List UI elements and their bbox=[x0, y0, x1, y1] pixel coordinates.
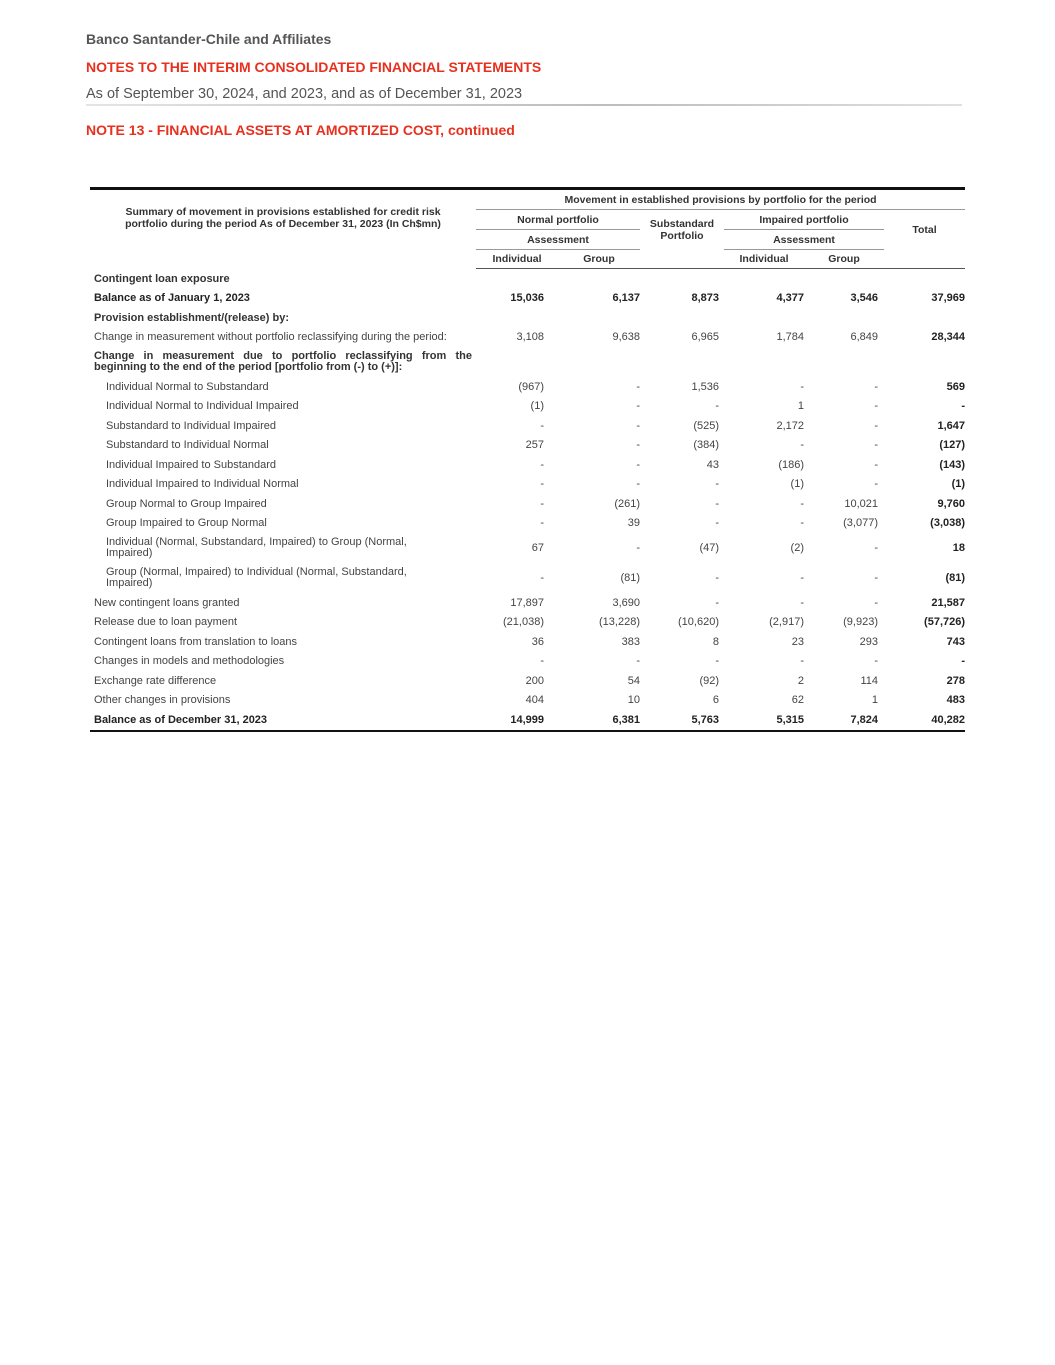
table-row bbox=[90, 397, 965, 417]
table-row bbox=[90, 308, 965, 328]
cell-value: 1,647 bbox=[937, 419, 966, 432]
cell-value: 114 bbox=[860, 674, 878, 687]
cell-value: - bbox=[800, 517, 804, 530]
cell-value: (3,077) bbox=[843, 517, 878, 530]
cell-value: 1 bbox=[797, 400, 804, 413]
row-label: Substandard to Individual Normal bbox=[106, 439, 269, 452]
cell-value: - bbox=[715, 655, 719, 668]
cell-value: (10,620) bbox=[678, 616, 719, 629]
cell-value: - bbox=[636, 458, 640, 471]
cell-value: (127) bbox=[939, 439, 966, 452]
row-label: Provision establishment/(release) by: bbox=[94, 311, 290, 324]
cell-value: 278 bbox=[946, 674, 966, 687]
row-label: Other changes in provisions bbox=[94, 694, 231, 707]
table-row bbox=[90, 593, 965, 613]
cell-value: - bbox=[715, 596, 719, 609]
table-row bbox=[90, 289, 965, 309]
row-label-text: Change in measurement due to portfolio reclassifying from the beginning to the end of the period [portfolio from (-) to (+)]: bbox=[94, 350, 472, 373]
cell-value: 3,108 bbox=[516, 331, 544, 344]
row-label: Change in measurement without portfolio reclassifying during the period: bbox=[94, 331, 447, 344]
normal-portfolio-header: Normal portfolio bbox=[476, 210, 640, 230]
cell-value: 5,315 bbox=[724, 710, 804, 731]
cell-value: - bbox=[961, 655, 966, 668]
cell-value: (47) bbox=[699, 542, 719, 554]
table-row bbox=[90, 671, 965, 691]
cell-value: 569 bbox=[946, 380, 966, 393]
cell-value: 5,763 bbox=[640, 710, 724, 731]
total-blank-header bbox=[884, 250, 965, 269]
table-row bbox=[90, 514, 965, 534]
substandard-blank-header bbox=[640, 250, 724, 269]
cell-value: (2) bbox=[790, 542, 804, 554]
cell-value: (13,228) bbox=[599, 616, 640, 629]
cell-value: - bbox=[874, 439, 878, 452]
cell-value: 1,784 bbox=[776, 331, 804, 344]
row-label: Exchange rate difference bbox=[94, 674, 217, 687]
table-row bbox=[90, 328, 965, 348]
cell-value bbox=[476, 269, 558, 289]
cell-value: 43 bbox=[706, 458, 719, 471]
cell-value: (1) bbox=[951, 478, 966, 491]
cell-value: 1,536 bbox=[691, 380, 719, 393]
cell-value bbox=[476, 347, 558, 377]
cell-value: 17,897 bbox=[510, 596, 544, 609]
cell-value: 3,690 bbox=[612, 596, 640, 609]
row-label: Contingent loans from translation to loans bbox=[94, 635, 298, 648]
normal-assessment-header: Assessment bbox=[476, 230, 640, 250]
impaired-individual-header: Individual bbox=[724, 250, 804, 269]
cell-value bbox=[884, 308, 965, 328]
cell-value: - bbox=[715, 497, 719, 510]
row-label: Individual Impaired to Substandard bbox=[106, 458, 276, 471]
normal-individual-header: Individual bbox=[476, 250, 558, 269]
description-header: Summary of movement in provisions established for credit risk portfolio during the period As of December 31, 2023 (In Ch$mn) bbox=[125, 206, 441, 230]
cell-value: - bbox=[540, 572, 544, 584]
total-header: Total bbox=[912, 223, 937, 236]
cell-value: 1 bbox=[871, 694, 878, 707]
row-label-text: Group (Normal, Impaired) to Individual (Normal, Substandard, Impaired) bbox=[106, 566, 407, 589]
movement-header: Movement in established provisions by portfolio for the period bbox=[476, 189, 965, 210]
cell-value: 54 bbox=[627, 674, 640, 687]
cell-value: 23 bbox=[791, 635, 804, 648]
cell-value: 404 bbox=[525, 694, 544, 707]
table-row bbox=[90, 377, 965, 397]
cell-value: - bbox=[800, 655, 804, 668]
impaired-group-header: Group bbox=[804, 250, 884, 269]
cell-value bbox=[558, 308, 640, 328]
table-row bbox=[90, 710, 965, 731]
cell-value: - bbox=[800, 380, 804, 393]
table-row bbox=[90, 632, 965, 652]
cell-value: - bbox=[961, 400, 966, 413]
company-name: Banco Santander-Chile and Affiliates bbox=[86, 31, 332, 47]
row-label: Group Normal to Group Impaired bbox=[106, 497, 267, 510]
cell-value bbox=[724, 308, 804, 328]
cell-value: (57,726) bbox=[924, 616, 966, 629]
row-label: Balance as of January 1, 2023 bbox=[94, 292, 250, 305]
table-row bbox=[90, 416, 965, 436]
cell-value: (21,038) bbox=[503, 616, 544, 629]
cell-value: (1) bbox=[790, 478, 804, 491]
cell-value: 2 bbox=[797, 674, 804, 687]
cell-value: 36 bbox=[531, 635, 544, 648]
table-row bbox=[90, 691, 965, 711]
cell-value: 383 bbox=[621, 635, 640, 648]
cell-value: (3,038) bbox=[930, 517, 966, 530]
cell-value: 8,873 bbox=[691, 292, 719, 305]
cell-value: 40,282 bbox=[884, 710, 965, 731]
cell-value: 6 bbox=[712, 694, 719, 707]
cell-value: 6,137 bbox=[612, 292, 640, 305]
cell-value: - bbox=[540, 497, 544, 510]
cell-value: - bbox=[800, 439, 804, 452]
cell-value: - bbox=[636, 439, 640, 452]
cell-value: - bbox=[715, 400, 719, 413]
cell-value: - bbox=[874, 400, 878, 413]
cell-value: - bbox=[715, 572, 719, 584]
cell-value bbox=[558, 269, 640, 289]
cell-value: (261) bbox=[614, 497, 640, 510]
cell-value: - bbox=[540, 419, 544, 432]
cell-value: 257 bbox=[525, 439, 544, 452]
cell-value: - bbox=[636, 542, 640, 554]
cell-value: - bbox=[636, 478, 640, 491]
table-row bbox=[90, 613, 965, 633]
cell-value bbox=[884, 269, 965, 289]
cell-value: 3,546 bbox=[850, 292, 878, 305]
cell-value: - bbox=[715, 478, 719, 491]
row-label bbox=[90, 347, 476, 377]
cell-value: (9,923) bbox=[843, 616, 878, 629]
cell-value bbox=[640, 308, 724, 328]
cell-value: - bbox=[800, 497, 804, 510]
as-of-date: As of September 30, 2024, and 2023, and as of December 31, 2023 bbox=[86, 86, 523, 102]
cell-value: (81) bbox=[620, 572, 640, 584]
cell-value: - bbox=[636, 419, 640, 432]
cell-value bbox=[724, 269, 804, 289]
cell-value: 743 bbox=[946, 635, 966, 648]
cell-value: - bbox=[540, 478, 544, 491]
cell-value bbox=[884, 347, 965, 377]
cell-value: (92) bbox=[699, 674, 719, 687]
cell-value: 293 bbox=[859, 635, 878, 648]
cell-value: - bbox=[874, 572, 878, 584]
cell-value: 6,381 bbox=[558, 710, 640, 731]
cell-value bbox=[558, 347, 640, 377]
provisions-table bbox=[90, 187, 965, 732]
table-row bbox=[90, 563, 965, 593]
cell-value: (81) bbox=[945, 572, 966, 584]
cell-value: 21,587 bbox=[931, 596, 966, 609]
cell-value: - bbox=[715, 517, 719, 530]
row-label bbox=[90, 533, 476, 563]
cell-value: - bbox=[874, 655, 878, 668]
cell-value bbox=[640, 269, 724, 289]
table-row bbox=[90, 475, 965, 495]
cell-value bbox=[724, 347, 804, 377]
cell-value: (143) bbox=[939, 458, 966, 471]
cell-value: - bbox=[540, 517, 544, 530]
normal-group-header: Group bbox=[558, 250, 640, 269]
cell-value: 2,172 bbox=[776, 419, 804, 432]
cell-value: (2,917) bbox=[769, 616, 804, 629]
cell-value bbox=[640, 347, 724, 377]
row-label: Changes in models and methodologies bbox=[94, 655, 285, 668]
cell-value: 10 bbox=[627, 694, 640, 707]
impaired-portfolio-header: Impaired portfolio bbox=[724, 210, 884, 230]
cell-value: 28,344 bbox=[931, 331, 966, 344]
cell-value: 10,021 bbox=[844, 497, 878, 510]
row-label: Balance as of December 31, 2023 bbox=[90, 710, 476, 731]
cell-value: (1) bbox=[530, 400, 544, 413]
cell-value: - bbox=[874, 419, 878, 432]
cell-value: - bbox=[874, 542, 878, 554]
cell-value: 483 bbox=[946, 694, 966, 707]
cell-value: - bbox=[800, 596, 804, 609]
table-row bbox=[90, 652, 965, 672]
cell-value: - bbox=[636, 380, 640, 393]
cell-value bbox=[476, 308, 558, 328]
cell-value: 18 bbox=[952, 542, 966, 554]
cell-value: - bbox=[540, 655, 544, 668]
row-label-text: Individual (Normal, Substandard, Impaired) to Group (Normal, Impaired) bbox=[106, 536, 407, 559]
cell-value: (967) bbox=[518, 380, 544, 393]
row-label: New contingent loans granted bbox=[94, 596, 240, 609]
row-label: Release due to loan payment bbox=[94, 616, 238, 629]
table-row bbox=[90, 269, 965, 289]
header-divider bbox=[86, 104, 962, 106]
cell-value: 4,377 bbox=[776, 292, 804, 305]
table-row bbox=[90, 533, 965, 563]
cell-value: 200 bbox=[525, 674, 544, 687]
cell-value bbox=[804, 347, 884, 377]
row-label: Individual Impaired to Individual Normal bbox=[106, 478, 299, 491]
cell-value: 8 bbox=[712, 635, 719, 648]
row-label: Group Impaired to Group Normal bbox=[106, 517, 267, 530]
table-row bbox=[90, 494, 965, 514]
cell-value: - bbox=[874, 380, 878, 393]
cell-value: 37,969 bbox=[931, 292, 966, 305]
cell-value: - bbox=[874, 478, 878, 491]
cell-value: - bbox=[874, 596, 878, 609]
cell-value: (384) bbox=[693, 439, 719, 452]
cell-value: 6,849 bbox=[850, 331, 878, 344]
cell-value: 9,760 bbox=[937, 497, 966, 510]
cell-value: 62 bbox=[791, 694, 804, 707]
substandard-portfolio-header: Substandard Portfolio bbox=[649, 217, 715, 242]
cell-value: 9,638 bbox=[612, 331, 640, 344]
cell-value bbox=[804, 308, 884, 328]
impaired-assessment-header: Assessment bbox=[724, 230, 884, 250]
cell-value: 6,965 bbox=[691, 331, 719, 344]
cell-value: 67 bbox=[531, 542, 544, 554]
table-row bbox=[90, 436, 965, 456]
cell-value: - bbox=[636, 655, 640, 668]
table-row bbox=[90, 455, 965, 475]
cell-value bbox=[804, 269, 884, 289]
cell-value: - bbox=[874, 458, 878, 471]
table-row bbox=[90, 347, 965, 377]
note-title: NOTE 13 - FINANCIAL ASSETS AT AMORTIZED COST, continued bbox=[86, 122, 515, 138]
cell-value: - bbox=[800, 572, 804, 584]
row-label: Individual Normal to Substandard bbox=[106, 380, 269, 393]
cell-value: - bbox=[636, 400, 640, 413]
row-label: Substandard to Individual Impaired bbox=[106, 419, 276, 432]
row-label: Contingent loan exposure bbox=[94, 272, 230, 285]
cell-value: - bbox=[540, 458, 544, 471]
row-label bbox=[90, 563, 476, 593]
cell-value: 39 bbox=[627, 517, 640, 530]
notes-title: NOTES TO THE INTERIM CONSOLIDATED FINANCIAL STATEMENTS bbox=[86, 59, 542, 75]
cell-value: 7,824 bbox=[804, 710, 884, 731]
row-label: Individual Normal to Individual Impaired bbox=[106, 400, 299, 413]
cell-value: 15,036 bbox=[510, 292, 544, 305]
cell-value: 14,999 bbox=[476, 710, 558, 731]
cell-value: (525) bbox=[693, 419, 719, 432]
cell-value: (186) bbox=[778, 458, 804, 471]
